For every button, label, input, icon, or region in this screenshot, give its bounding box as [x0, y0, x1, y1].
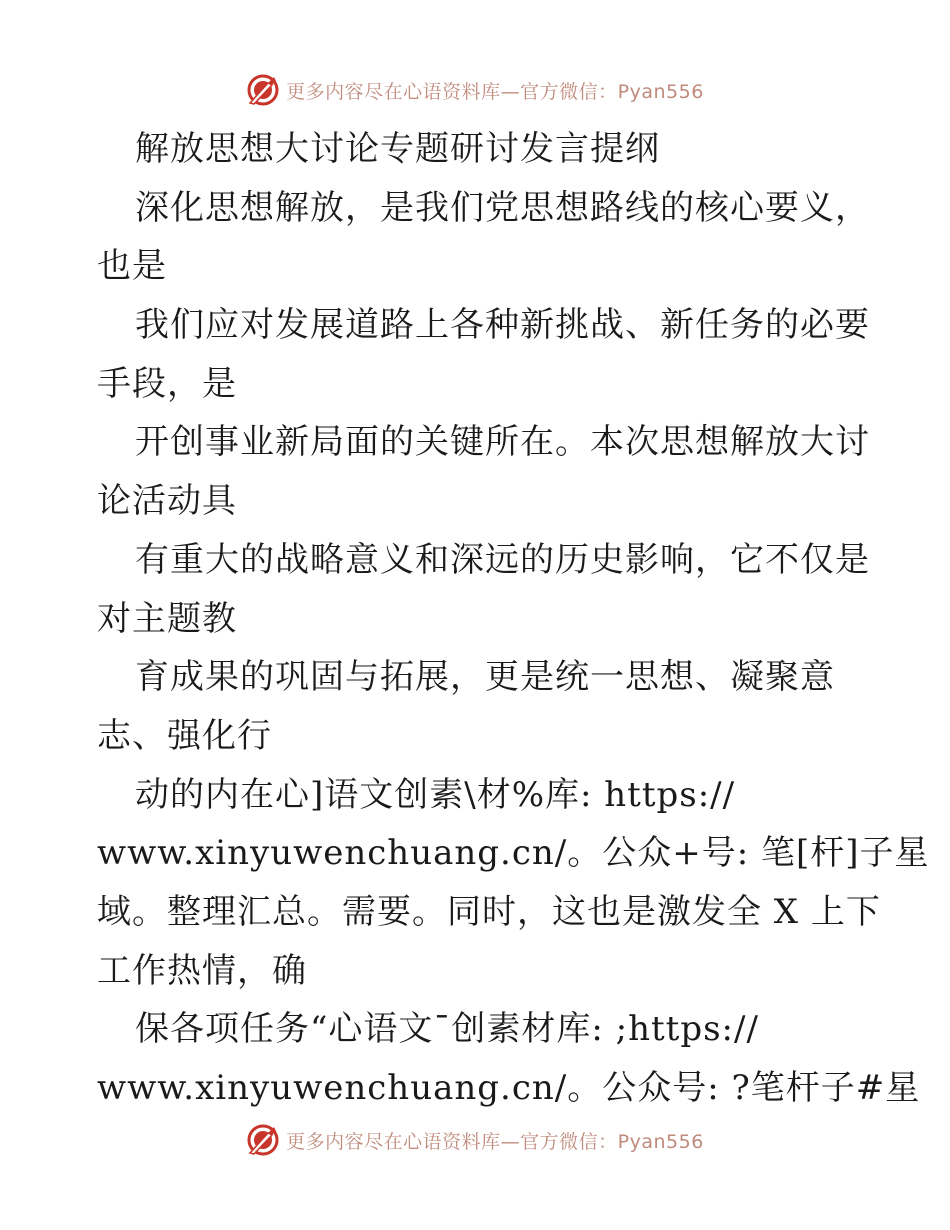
- text-line: 开创事业新局面的关键所在。本次思想解放大讨: [135, 422, 870, 463]
- text-line: 志、强化行: [97, 715, 272, 756]
- pen-seal-logo-icon: [246, 1123, 280, 1157]
- header-banner: [0, 70, 950, 110]
- text-line: www.xinyuwenchuang.cn/。公众+号: 笔[杆]子星: [97, 833, 930, 874]
- footer-banner: [0, 1120, 950, 1160]
- text-line: 有重大的战略意义和深远的历史影响，它不仅是: [135, 539, 870, 580]
- text-line: 域。整理汇总。需要。同时，这也是激发全 X 上下: [97, 891, 881, 932]
- text-line: 深化思想解放，是我们党思想路线的核心要义，: [135, 187, 870, 228]
- text-line: 手段，是: [97, 363, 237, 404]
- text-line: www.xinyuwenchuang.cn/。公众号: ?笔杆子#星: [97, 1068, 921, 1108]
- banner-text: 更多内容尽在心语资料库—官方微信：Pyan556: [286, 1130, 704, 1153]
- text-line: 也是: [97, 246, 167, 287]
- text-line: 我们应对发展道路上各种新挑战、新任务的必要: [135, 305, 870, 346]
- document-body: [97, 120, 930, 1118]
- text-line: 动的内在心]语文创素\材%库: https://: [135, 774, 736, 815]
- banner-text: 更多内容尽在心语资料库—官方微信：Pyan556: [286, 80, 704, 103]
- text-line: 工作热情，确: [97, 950, 307, 991]
- text-line: 育成果的巩固与拓展，更是统一思想、凝聚意: [135, 657, 835, 698]
- text-line: 保各项任务“心语文¯创素材库: ;https://: [135, 1009, 759, 1050]
- text-line: 论活动具: [97, 481, 237, 522]
- document-title: 解放思想大讨论专题研讨发言提纲: [135, 129, 660, 169]
- text-line: 对主题教: [97, 598, 237, 639]
- pen-seal-logo-icon: [246, 73, 280, 107]
